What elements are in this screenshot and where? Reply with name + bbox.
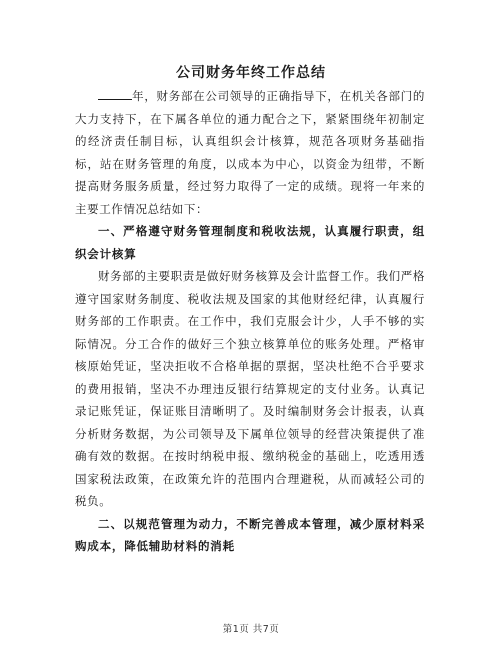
section-2-heading: 二、以规范管理为动力，不断完善成本管理，减少原材料采购成本，降低辅助材料的消耗 [75, 516, 425, 553]
section-1-heading: 一、严格遵守财务管理制度和税收法规，认真履行职责，组织会计核算 [75, 224, 425, 261]
intro-paragraph [75, 85, 425, 220]
year-blank [98, 87, 132, 100]
section-1-body: 财务部的主要职责是做好财务核算及会计监督工作。我们严格遵守国家财务制度、税收法规及国家的其他财经纪律，认真履行财务部的工作职责。在工作中，我们克服会计少，人手不够的实际情况。分工合作的做好三个独立核算单位的账务处理。严格审核原始凭证，坚决拒收不合格单据的票据，坚决杜绝不合乎要求的费用报销，坚决不办理违反银行结算规定的支付业务。认真记录记账凭证，保证账目清晰明了。及时编制财务会计报表，认真分析财务数据，为公司领导及下属单位领导的经营决策提供了准确有效的数据。在按时纳税申报、缴纳税金的基础上，吃透用透国家税法政策，在政策允许的范围内合理避税，从而减轻公司的税负。 [75, 269, 425, 508]
document-title: 公司财务年终工作总结 [176, 65, 326, 81]
page-number: 第1页 共7页 [222, 624, 280, 635]
intro-text: 年，财务部在公司领导的正确指导下，在机关各部门的大力支持下，在下属各单位的通力配合之下，紧紧围绕年初制定的经济责任制目标，认真组织会计核算，规范各项财务基础指标，站在财务管理的角度，以成本为中心，以资金为纽带，不断提高财务服务质量，经过努力取得了一定的成绩。现将一年来的主要工作情况总结如下： [75, 89, 425, 216]
document-body [75, 85, 425, 558]
